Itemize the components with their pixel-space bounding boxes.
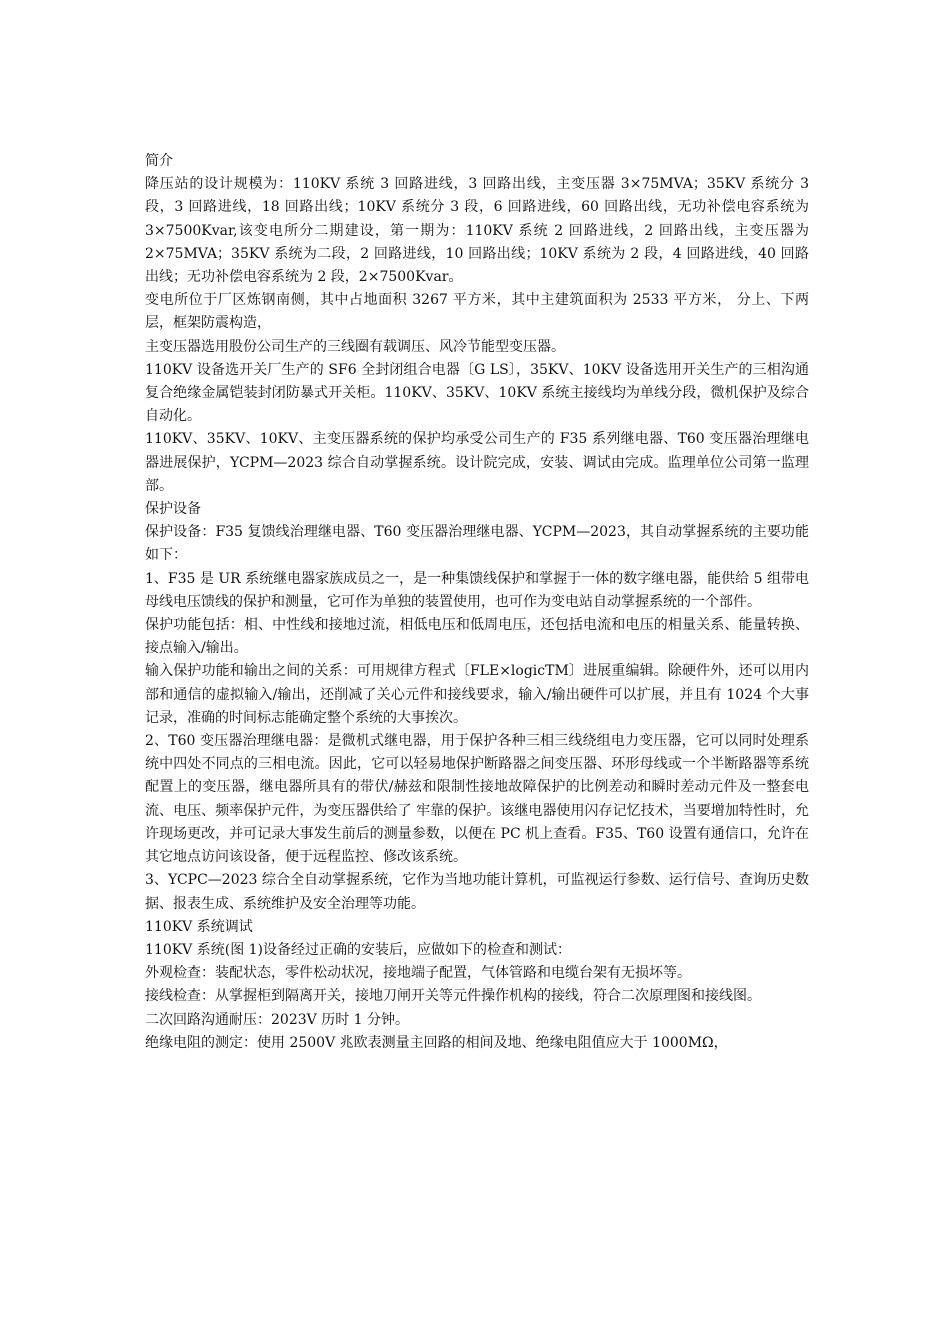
paragraph-location: 变电所位于厂区炼钢南侧，其中占地面积 3267 平方米，其中主建筑面积为 2533 平方米， 分上、下两层，框架防震构造， [145,292,809,332]
paragraph-f35: 1、F35 是 UR 系统继电器家族成员之一，是一种集馈线保护和掌握于一体的数字继电器，能供给 5 组带电母线电压馈线的保护和测量，它可作为单独的装置使用，也可作为变电站自动掌握系统的一个部件。 [145,570,809,610]
paragraph-main-transformer: 主变压器选用股份公司生产的三线圈有载调压、风冷节能型变压器。 [145,338,565,355]
document-page [145,150,809,1055]
paragraph-t60: 2、T60 变压器治理继电器：是微机式继电器，用于保护各种三相三线绕组电力变压器，它可以同时处理系统中四处不同点的三相电流。因此，它可以轻易地保护断路器之间变压器、环形母线或一个半断路器等系统配置上的变压器，继电器所具有的带伏/赫兹和限制性接地故障保护的比例差动和瞬时差动元件及一整套电流、电压、频率保护元件，为变压器供给了 牢靠的保护。该继电器使用闪存记忆技术，当要增加特性时，允许现场更改，并可记录大事发生前后的测量参数，以便在 PC 机上查看。F35、T60 设置有通信口，允许在其它地点访问该设备，便于远程监控、修改该系统。 [145,733,809,866]
paragraph-equipment: 110KV 设备选开关厂生产的 SF6 全封闭组合电器〔G LS〕，35KV、10KV 设备选用开关生产的三相沟通复合绝缘金属铠装封闭防暴式开关柜。110KV、35KV、10KV 系统主接线均为单线分段，微机保护及综合自动化。 [145,361,809,425]
paragraph-io-relation: 输入保护功能和输出之间的关系：可用规律方程式〔FLE×logicTM〕进展重编辑。除硬件外，还可以用内部和通信的虚拟输入/输出，还削减了关心元件和接线要求，输入/输出硬件可以扩展，并且有 1024 个大事记录，准确的时间标志能确定整个系统的大事挨次。 [145,663,809,726]
paragraph-design-scale: 降压站的设计规模为：110KV 系统 3 回路进线，3 回路出线，主变压器 3×75MVA；35KV 系统分 3 段，3 回路进线，18 回路出线；10KV 系统分 3 段，6 回路进线，60 回路出线，无功补偿电容系统为 3×7500Kvar,该变电所分二期建设，第一期为：110KV 系统 2 回路进线，2 回路出线，主变压器为 2×75MVA；35KV 系统为二段，2 回路进线，10 回路出线；10KV 系统为 2 段，4 回路进线，40 回路出线；无功补偿电容系统为 2 段，2×7500Kvar。 [145,176,809,286]
paragraph-wiring-check: 接线检查：从掌握柜到隔离开关，接地刀闸开关等元件操作机构的接线，符合二次原理图和接线图。 [145,988,761,1005]
paragraph-protection-system: 110KV、35KV、10KV、主变压器系统的保护均承受公司生产的 F35 系列继电器、T60 变压器治理继电器进展保护，YCPM—2023 综合自动掌握系统。设计院完成，安装、调试由完成。监理单位公司第一监理部。 [145,431,809,494]
paragraph-ycpc: 3、YCPC—2023 综合全自动掌握系统，它作为当地功能计算机，可监视运行参数、运行信号、查询历史数据、报表生成、系统维护及安全治理等功能。 [145,872,809,912]
paragraph-appearance-check: 外观检查：装配状态，零件松动状况，接地端子配置，气体管路和电缆台架有无损坏等。 [145,965,691,982]
section-heading-protection: 保护设备 [145,501,201,518]
paragraph-110kv-checks: 110KV 系统(图 1)设备经过正确的安装后，应做如下的检查和测试： [145,941,572,958]
section-heading-110kv-debug: 110KV 系统调试 [145,918,253,935]
paragraph-protection-devices: 保护设备：F35 复馈线治理继电器、T60 变压器治理继电器、YCPM—2023，其自动掌握系统的主要功能如下： [145,524,809,564]
paragraph-withstand-voltage: 二次回路沟通耐压：2023V 历时 1 分钟。 [145,1011,409,1028]
paragraph-protection-functions: 保护功能包括：相、中性线和接地过流，相低电压和低周电压，还包括电流和电压的相量关系、能量转换、接点输入/输出。 [145,617,809,657]
section-heading-intro: 简介 [145,153,173,169]
paragraph-insulation-resistance: 绝缘电阻的测定：使用 2500V 兆欧表测量主回路的相间及地、绝缘电阻值应大于 1000MΩ， [145,1034,728,1051]
